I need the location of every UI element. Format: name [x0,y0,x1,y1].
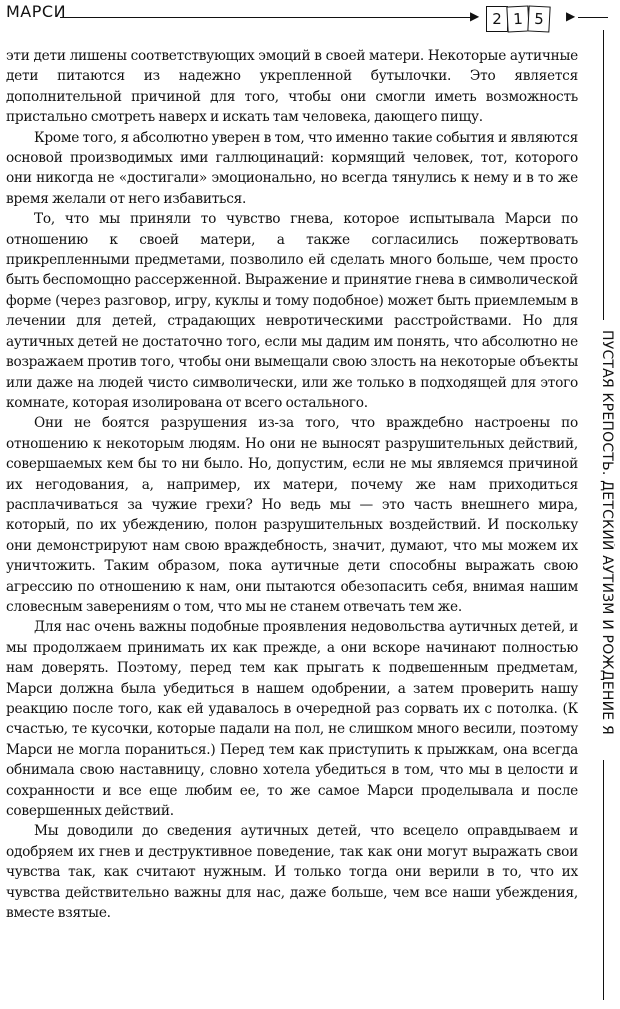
paragraph: эти дети лишены соответствующих эмоций в своей матери. Некоторые аутичные дети питаются из надежно укрепленной бутылочки. Это является дополнительной причиной для того, чтобы они смогли иметь возможность пристально смотреть наверх и искать там человека, дающего пищу. [6,48,578,126]
paragraph: Мы доводили до сведения аутичных детей, что всецело оправдываем и одобряем их гнев и деструктивное поведение, так как они могут выражать свои чувства так, как считают нужным. И только тогда они верили в то, что их чувства действительно важны для нас, даже больше, чем все наши убеждения, вместе взятые. [6,823,578,922]
page-number [486,6,549,32]
page-header [0,0,620,44]
page-number-digit: 5 [527,5,550,32]
paragraph: То, что мы приняли то чувство гнева, которое испытывала Марси по отношению к своей матери, а также согласились пожертвовать прикрепленными предметами, позволило ей сделать много больше, чем просто быть беспомощно рассерженной. Выражение и принятие гнева в символической форме (через разговор, игру, куклы и тому подобное) может быть приемлемым в лечении для детей, страдающих невротическими расстройствами. Но для аутичных детей не достаточно того, если мы дадим им понять, что абсолютно не возражаем против того, чтобы они вымещали свою злость на некоторые объекты или даже на людей чисто символически, или же только в подходящей для этого комнате, которая изолирована от всего остального. [6,211,578,411]
header-rule [60,17,472,18]
running-title: МАРСИ [6,2,67,21]
body-text [6,46,578,923]
sidebar-book-title: ПУСТАЯ КРЕПОСТЬ. ДЕТСКИЙ АУТИЗМ И РОЖДЕНИЕ Я [599,330,615,735]
sidebar-rule [603,760,604,1000]
paragraph: Они не боятся разрушения из-за того, что враждебно настроены по отношению к некоторым людям. Но они не выносят разрушительных действий, совершаемых кем бы то ни было. Но, допустим, если не мы являемся причиной их негодования, а, например, их матери, почему же нам приходиться расплачиваться за чужие грехи? Но ведь мы — это часть внешнего мира, который, по их убеждению, полон разрушительных воздействий. И поскольку они демонстрируют нам свою враждебность, значит, думают, что мы можем их уничтожить. Таким образом, пока аутичные дети способны выражать свою агрессию по отношению к нам, они пытаются обезопасить себя, внимая нашим словесным заверениям о том, что мы не станем отвечать тем же. [6,415,578,615]
header-arrow-icon: ▶ [566,9,576,23]
sidebar-rule [603,30,604,320]
header-arrow-icon: ▶ [470,9,480,23]
paragraph: Кроме того, я абсолютно уверен в том, что именно такие события и являются основой производимых ими галлюцинаций: кормящий человек, тот, которого они никогда не «достигали» эмоционально, но всегда тянулись к нему и в то же время желали от него избавиться. [6,129,578,207]
page-number-digit: 1 [506,5,529,32]
page-number-digit: 2 [486,6,508,32]
header-rule [578,17,608,18]
paragraph: Для нас очень важны подобные проявления недовольства аутичных детей, и мы продолжаем принимать их как прежде, а они вскоре начинают полностью нам доверять. Поэтому, перед тем как прыгать к подвешенным предметам, Марси должна была убедиться в нашем одобрении, а затем проверить нашу реакцию после того, как ей удавалось в очередной раз сорвать их с потолка. (К счастью, те кусочки, которые падали на пол, не слишком много весили, поэтому Марси не могла пораниться.) Перед тем как приступить к прыжкам, она всегда обнимала свою наставницу, словно хотела убедиться в том, что мы в целости и сохранности и все еще любим ее, то же самое Марси проделывала и после совершенных действий. [6,619,578,820]
